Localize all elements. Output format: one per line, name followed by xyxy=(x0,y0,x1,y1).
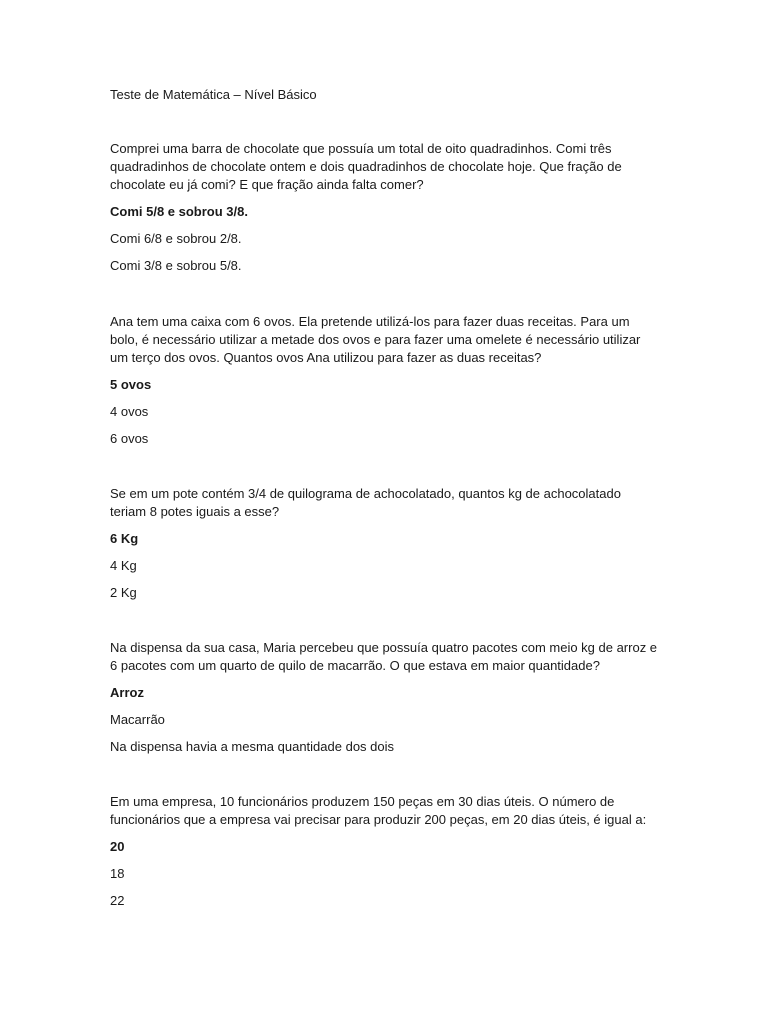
question-4 xyxy=(110,639,658,765)
document-title: Teste de Matemática – Nível Básico xyxy=(110,87,317,102)
question-1 xyxy=(110,140,658,284)
answer-option: Comi 6/8 e sobrou 2/8. xyxy=(110,231,242,246)
question-text: Na dispensa da sua casa, Maria percebeu que possuía quatro pacotes com meio kg de arroz e 6 pacotes com um quarto de quilo de macarrão. O que estava em maior quantidade? xyxy=(110,640,658,673)
answer-option: 4 Kg xyxy=(110,558,137,573)
answer-option: Na dispensa havia a mesma quantidade dos dois xyxy=(110,739,395,754)
answer-option-correct: 20 xyxy=(110,839,125,854)
answer-option: 18 xyxy=(110,866,125,881)
question-5 xyxy=(110,793,658,919)
answer-option: 4 ovos xyxy=(110,404,149,419)
answer-option: 22 xyxy=(110,893,125,908)
answer-option: Macarrão xyxy=(110,712,165,727)
answer-option-correct: 6 Kg xyxy=(110,531,139,546)
question-3 xyxy=(110,485,658,611)
question-text: Ana tem uma caixa com 6 ovos. Ela pretende utilizá-los para fazer duas receitas. Para um bolo, é necessário utilizar a metade dos ovos e para fazer uma omelete é necessário utilizar um terço dos ovos. Quantos ovos Ana utilizou para fazer as duas receitas? xyxy=(110,314,641,365)
question-text: Comprei uma barra de chocolate que possuía um total de oito quadradinhos. Comi três quadradinhos de chocolate ontem e dois quadradinhos de chocolate hoje. Que fração de chocolate eu já comi? E que fração ainda falta comer? xyxy=(110,141,622,192)
answer-option-correct: Arroz xyxy=(110,685,144,700)
question-text: Se em um pote contém 3/4 de quilograma de achocolatado, quantos kg de achocolatado teriam 8 potes iguais a esse? xyxy=(110,486,621,519)
answer-option-correct: Comi 5/8 e sobrou 3/8. xyxy=(110,204,248,219)
answer-option: 2 Kg xyxy=(110,585,137,600)
question-2 xyxy=(110,313,658,457)
answer-option: 6 ovos xyxy=(110,431,149,446)
question-text: Em uma empresa, 10 funcionários produzem 150 peças em 30 dias úteis. O número de funcionários que a empresa vai precisar para produzir 200 peças, em 20 dias úteis, é igual a: xyxy=(110,794,647,827)
answer-option: Comi 3/8 e sobrou 5/8. xyxy=(110,258,242,273)
answer-option-correct: 5 ovos xyxy=(110,377,152,392)
